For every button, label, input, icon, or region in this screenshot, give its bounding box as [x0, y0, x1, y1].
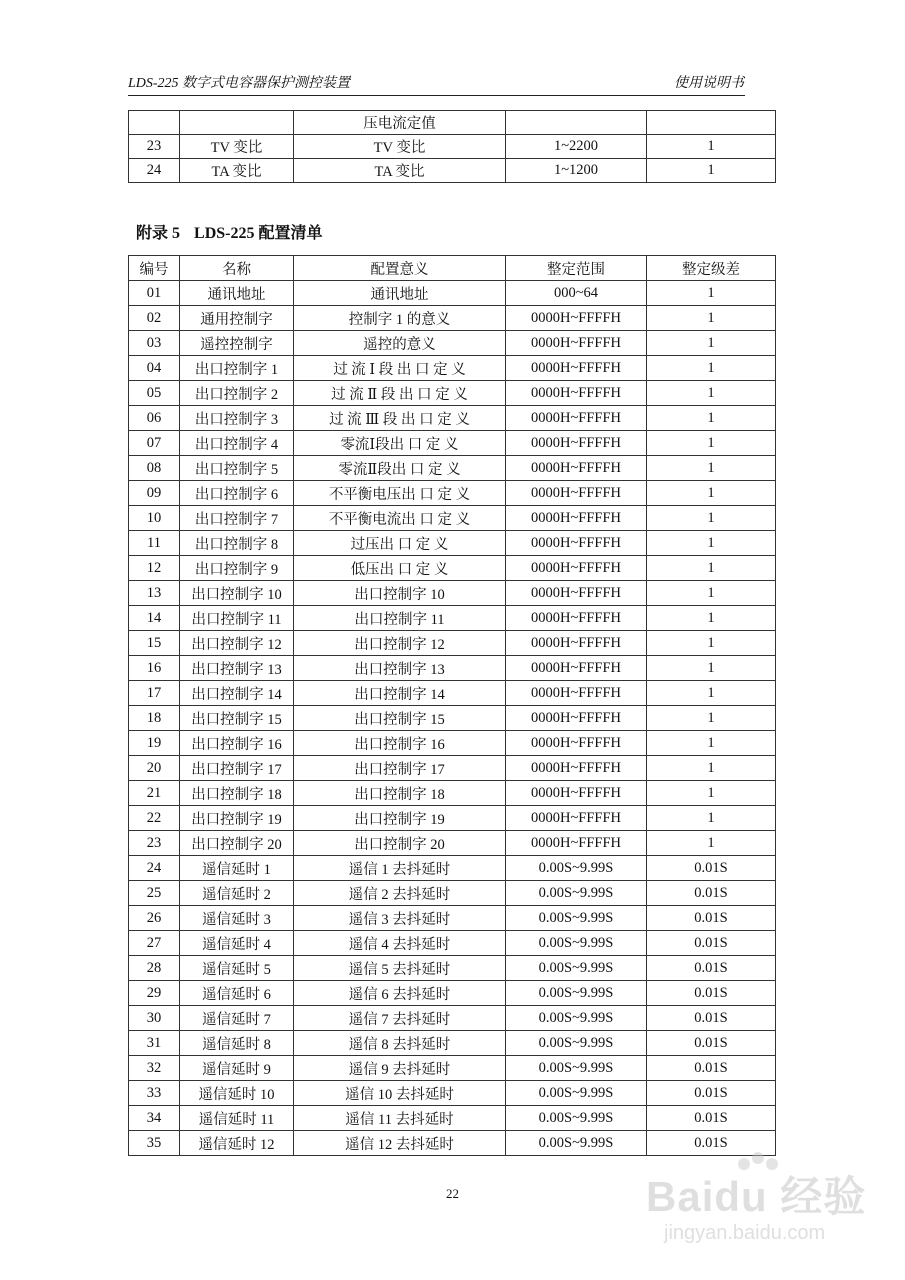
cell-meaning: 出口控制字 10: [294, 581, 506, 606]
cell-name: 出口控制字 5: [180, 456, 294, 481]
cell-number: 05: [129, 381, 180, 406]
cell-step: 1: [647, 306, 776, 331]
cell-step: 0.01S: [647, 856, 776, 881]
cell-meaning: 出口控制字 14: [294, 681, 506, 706]
cell-step: 0.01S: [647, 1081, 776, 1106]
cell-name: 遥信延时 3: [180, 906, 294, 931]
cell-meaning: 遥控的意义: [294, 331, 506, 356]
cell-number: 29: [129, 981, 180, 1006]
cell-step: 0.01S: [647, 881, 776, 906]
cell-step: 1: [647, 731, 776, 756]
cell-step: 1: [647, 159, 776, 183]
cell-number: 33: [129, 1081, 180, 1106]
cell-name: 出口控制字 1: [180, 356, 294, 381]
cell-number: 27: [129, 931, 180, 956]
cell-range: 0.00S~9.99S: [506, 1081, 647, 1106]
cell-meaning: 过 流 Ⅰ 段 出 口 定 义: [294, 356, 506, 381]
table-row: [129, 856, 776, 881]
cell-number: 31: [129, 1031, 180, 1056]
table-row: [129, 159, 776, 183]
continued-settings-body: [129, 111, 776, 183]
table-row: [129, 606, 776, 631]
table-row: [129, 1031, 776, 1056]
table-row: [129, 781, 776, 806]
table-row: [129, 1081, 776, 1106]
cell-meaning: 遥信 5 去抖延时: [294, 956, 506, 981]
cell-range: 0000H~FFFFH: [506, 806, 647, 831]
cell-number: 21: [129, 781, 180, 806]
cell-number: 06: [129, 406, 180, 431]
cell-number: 17: [129, 681, 180, 706]
config-list-table: [128, 255, 776, 1156]
cell-meaning: 过压出 口 定 义: [294, 531, 506, 556]
cell-range: 0000H~FFFFH: [506, 781, 647, 806]
cell-range: 0000H~FFFFH: [506, 831, 647, 856]
cell-number: 28: [129, 956, 180, 981]
cell-step: 1: [647, 281, 776, 306]
cell-meaning: 遥信 7 去抖延时: [294, 1006, 506, 1031]
cell-name: 出口控制字 16: [180, 731, 294, 756]
cell-name: TV 变比: [180, 135, 294, 159]
cell-name: 出口控制字 13: [180, 656, 294, 681]
table-row: [129, 881, 776, 906]
cell-step: 1: [647, 606, 776, 631]
cell-step: 1: [647, 481, 776, 506]
cell-range: 0.00S~9.99S: [506, 931, 647, 956]
cell-number: 30: [129, 1006, 180, 1031]
cell-meaning: 出口控制字 13: [294, 656, 506, 681]
cell-number: 34: [129, 1106, 180, 1131]
watermark: [640, 1150, 870, 1260]
cell-number: 32: [129, 1056, 180, 1081]
cell-step: 1: [647, 531, 776, 556]
cell-meaning: 遥信 1 去抖延时: [294, 856, 506, 881]
cell-range: 0.00S~9.99S: [506, 1006, 647, 1031]
cell-step: 1: [647, 656, 776, 681]
header-cell-range: 整定范围: [506, 256, 647, 281]
cell-name: 遥控控制字: [180, 331, 294, 356]
cell-range: 0000H~FFFFH: [506, 381, 647, 406]
cell-name: 出口控制字 20: [180, 831, 294, 856]
cell-number: 15: [129, 631, 180, 656]
cell-meaning: 过 流 Ⅱ 段 出 口 定 义: [294, 381, 506, 406]
cell-name: 出口控制字 11: [180, 606, 294, 631]
page-number: 22: [446, 1186, 459, 1201]
appendix-title: LDS-225 配置清单: [194, 225, 323, 242]
cell-meaning: 出口控制字 15: [294, 706, 506, 731]
cell-name: [180, 111, 294, 135]
cell-step: 0.01S: [647, 981, 776, 1006]
cell-range: 0000H~FFFFH: [506, 506, 647, 531]
cell-name: 出口控制字 18: [180, 781, 294, 806]
cell-name: 遥信延时 10: [180, 1081, 294, 1106]
cell-step: 1: [647, 356, 776, 381]
cell-number: 09: [129, 481, 180, 506]
cell-meaning: 遥信 6 去抖延时: [294, 981, 506, 1006]
cell-step: 1: [647, 406, 776, 431]
cell-number: 23: [129, 831, 180, 856]
cell-step: [647, 111, 776, 135]
cell-meaning: 通讯地址: [294, 281, 506, 306]
cell-number: 18: [129, 706, 180, 731]
cell-number: 14: [129, 606, 180, 631]
table-row: [129, 531, 776, 556]
table-row: [129, 456, 776, 481]
cell-meaning: 压电流定值: [294, 111, 506, 135]
cell-name: 出口控制字 10: [180, 581, 294, 606]
cell-range: 0000H~FFFFH: [506, 406, 647, 431]
cell-step: 0.01S: [647, 1006, 776, 1031]
cell-number: 26: [129, 906, 180, 931]
cell-meaning: 遥信 12 去抖延时: [294, 1131, 506, 1156]
table-row: [129, 1056, 776, 1081]
cell-meaning: 出口控制字 16: [294, 731, 506, 756]
cell-number: 11: [129, 531, 180, 556]
table-row: [129, 706, 776, 731]
cell-number: 01: [129, 281, 180, 306]
cell-step: 1: [647, 806, 776, 831]
cell-range: 0000H~FFFFH: [506, 706, 647, 731]
cell-meaning: 出口控制字 20: [294, 831, 506, 856]
cell-range: [506, 111, 647, 135]
cell-name: 遥信延时 8: [180, 1031, 294, 1056]
cell-name: 遥信延时 2: [180, 881, 294, 906]
cell-number: 07: [129, 431, 180, 456]
cell-number: 02: [129, 306, 180, 331]
cell-name: 遥信延时 5: [180, 956, 294, 981]
cell-number: 24: [129, 159, 180, 183]
table-row: [129, 631, 776, 656]
table-row: [129, 431, 776, 456]
cell-meaning: 遥信 10 去抖延时: [294, 1081, 506, 1106]
table-row: [129, 356, 776, 381]
cell-range: 0000H~FFFFH: [506, 656, 647, 681]
header-manual-label: 使用说明书: [674, 76, 744, 91]
cell-name: 通讯地址: [180, 281, 294, 306]
cell-name: 遥信延时 4: [180, 931, 294, 956]
cell-name: 遥信延时 1: [180, 856, 294, 881]
cell-range: 0000H~FFFFH: [506, 681, 647, 706]
cell-number: 16: [129, 656, 180, 681]
cell-number: 20: [129, 756, 180, 781]
cell-name: 通用控制字: [180, 306, 294, 331]
table-row: [129, 656, 776, 681]
cell-range: 0000H~FFFFH: [506, 331, 647, 356]
continued-settings-table: [128, 110, 776, 183]
cell-meaning: 出口控制字 11: [294, 606, 506, 631]
cell-meaning: 出口控制字 18: [294, 781, 506, 806]
cell-range: 0.00S~9.99S: [506, 981, 647, 1006]
table-row: [129, 906, 776, 931]
table-row: [129, 956, 776, 981]
cell-meaning: 低压出 口 定 义: [294, 556, 506, 581]
cell-meaning: TV 变比: [294, 135, 506, 159]
cell-name: 遥信延时 7: [180, 1006, 294, 1031]
table-row: [129, 1006, 776, 1031]
watermark-url: jingyan.baidu.com: [664, 1222, 826, 1244]
table-row: [129, 931, 776, 956]
cell-name: 出口控制字 8: [180, 531, 294, 556]
cell-range: 0.00S~9.99S: [506, 881, 647, 906]
cell-range: 0.00S~9.99S: [506, 1106, 647, 1131]
cell-number: 08: [129, 456, 180, 481]
table-row: [129, 756, 776, 781]
cell-meaning: 出口控制字 12: [294, 631, 506, 656]
table-row: [129, 331, 776, 356]
header-cell-name: 名称: [180, 256, 294, 281]
table-row: [129, 281, 776, 306]
table-row: [129, 506, 776, 531]
cell-range: 0000H~FFFFH: [506, 606, 647, 631]
cell-step: 1: [647, 706, 776, 731]
page-header: [128, 72, 744, 96]
cell-step: 0.01S: [647, 1106, 776, 1131]
cell-step: 1: [647, 431, 776, 456]
cell-range: 0.00S~9.99S: [506, 906, 647, 931]
cell-name: TA 变比: [180, 159, 294, 183]
cell-range: 0000H~FFFFH: [506, 756, 647, 781]
header-cell-number: 编号: [129, 256, 180, 281]
cell-meaning: 遥信 11 去抖延时: [294, 1106, 506, 1131]
cell-range: 0.00S~9.99S: [506, 856, 647, 881]
cell-range: 0000H~FFFFH: [506, 556, 647, 581]
table-row: [129, 135, 776, 159]
table-row: [129, 731, 776, 756]
table-row: [129, 831, 776, 856]
header-cell-step: 整定级差: [647, 256, 776, 281]
cell-name: 出口控制字 3: [180, 406, 294, 431]
table-row: [129, 406, 776, 431]
table-row: [129, 681, 776, 706]
cell-meaning: 控制字 1 的意义: [294, 306, 506, 331]
cell-range: 0000H~FFFFH: [506, 306, 647, 331]
config-header-row: [129, 256, 776, 281]
header-divider: [128, 95, 745, 96]
cell-step: 1: [647, 631, 776, 656]
cell-meaning: 零流Ⅱ段出 口 定 义: [294, 456, 506, 481]
cell-range: 0000H~FFFFH: [506, 356, 647, 381]
cell-name: 出口控制字 6: [180, 481, 294, 506]
cell-step: 1: [647, 506, 776, 531]
cell-meaning: 出口控制字 19: [294, 806, 506, 831]
table-row: [129, 806, 776, 831]
cell-number: [129, 111, 180, 135]
cell-number: 35: [129, 1131, 180, 1156]
cell-step: 1: [647, 381, 776, 406]
cell-number: 12: [129, 556, 180, 581]
cell-meaning: 不平衡电流出 口 定 义: [294, 506, 506, 531]
cell-name: 遥信延时 6: [180, 981, 294, 1006]
table-row: [129, 581, 776, 606]
appendix-label: 附录 5: [136, 225, 181, 242]
cell-meaning: TA 变比: [294, 159, 506, 183]
cell-range: 0000H~FFFFH: [506, 531, 647, 556]
table-row: [129, 381, 776, 406]
cell-range: 0000H~FFFFH: [506, 481, 647, 506]
cell-range: 0000H~FFFFH: [506, 731, 647, 756]
header-document-title: LDS-225 数字式电容器保护测控装置: [128, 76, 351, 91]
cell-meaning: 遥信 2 去抖延时: [294, 881, 506, 906]
cell-name: 出口控制字 9: [180, 556, 294, 581]
cell-step: 1: [647, 135, 776, 159]
cell-meaning: 零流Ⅰ段出 口 定 义: [294, 431, 506, 456]
cell-range: 0000H~FFFFH: [506, 631, 647, 656]
header-cell-meaning: 配置意义: [294, 256, 506, 281]
cell-range: 0.00S~9.99S: [506, 1131, 647, 1156]
cell-step: 1: [647, 831, 776, 856]
table-row: [129, 111, 776, 135]
cell-name: 遥信延时 12: [180, 1131, 294, 1156]
cell-number: 24: [129, 856, 180, 881]
cell-name: 出口控制字 17: [180, 756, 294, 781]
cell-number: 22: [129, 806, 180, 831]
cell-step: 1: [647, 756, 776, 781]
cell-name: 遥信延时 11: [180, 1106, 294, 1131]
table-row: [129, 981, 776, 1006]
cell-number: 10: [129, 506, 180, 531]
table-row: [129, 1106, 776, 1131]
table-row: [129, 481, 776, 506]
cell-meaning: 过 流 Ⅲ 段 出 口 定 义: [294, 406, 506, 431]
cell-step: 0.01S: [647, 1031, 776, 1056]
config-list-body: [129, 281, 776, 1156]
cell-name: 遥信延时 9: [180, 1056, 294, 1081]
cell-number: 25: [129, 881, 180, 906]
cell-step: 0.01S: [647, 956, 776, 981]
cell-name: 出口控制字 12: [180, 631, 294, 656]
cell-range: 0000H~FFFFH: [506, 456, 647, 481]
cell-range: 0.00S~9.99S: [506, 956, 647, 981]
cell-meaning: 遥信 4 去抖延时: [294, 931, 506, 956]
cell-meaning: 出口控制字 17: [294, 756, 506, 781]
cell-name: 出口控制字 15: [180, 706, 294, 731]
watermark-brand: Baidu 经验: [646, 1173, 867, 1220]
cell-step: 1: [647, 456, 776, 481]
cell-meaning: 遥信 9 去抖延时: [294, 1056, 506, 1081]
cell-range: 0.00S~9.99S: [506, 1056, 647, 1081]
cell-step: 1: [647, 681, 776, 706]
cell-name: 出口控制字 4: [180, 431, 294, 456]
cell-step: 0.01S: [647, 931, 776, 956]
cell-meaning: 不平衡电压出 口 定 义: [294, 481, 506, 506]
cell-step: 0.01S: [647, 906, 776, 931]
cell-name: 出口控制字 7: [180, 506, 294, 531]
cell-step: 1: [647, 581, 776, 606]
cell-meaning: 遥信 8 去抖延时: [294, 1031, 506, 1056]
cell-range: 0000H~FFFFH: [506, 431, 647, 456]
cell-number: 04: [129, 356, 180, 381]
cell-step: 1: [647, 331, 776, 356]
table-row: [129, 556, 776, 581]
cell-range: 1~1200: [506, 159, 647, 183]
cell-name: 出口控制字 2: [180, 381, 294, 406]
cell-meaning: 遥信 3 去抖延时: [294, 906, 506, 931]
cell-number: 23: [129, 135, 180, 159]
cell-step: 0.01S: [647, 1056, 776, 1081]
appendix-heading: [136, 220, 336, 243]
table-row: [129, 306, 776, 331]
cell-number: 03: [129, 331, 180, 356]
cell-range: 1~2200: [506, 135, 647, 159]
cell-number: 19: [129, 731, 180, 756]
cell-name: 出口控制字 14: [180, 681, 294, 706]
cell-step: 1: [647, 781, 776, 806]
cell-number: 13: [129, 581, 180, 606]
cell-range: 000~64: [506, 281, 647, 306]
cell-range: 0000H~FFFFH: [506, 581, 647, 606]
cell-range: 0.00S~9.99S: [506, 1031, 647, 1056]
cell-step: 1: [647, 556, 776, 581]
cell-step: 0.01S: [647, 1131, 776, 1156]
cell-name: 出口控制字 19: [180, 806, 294, 831]
